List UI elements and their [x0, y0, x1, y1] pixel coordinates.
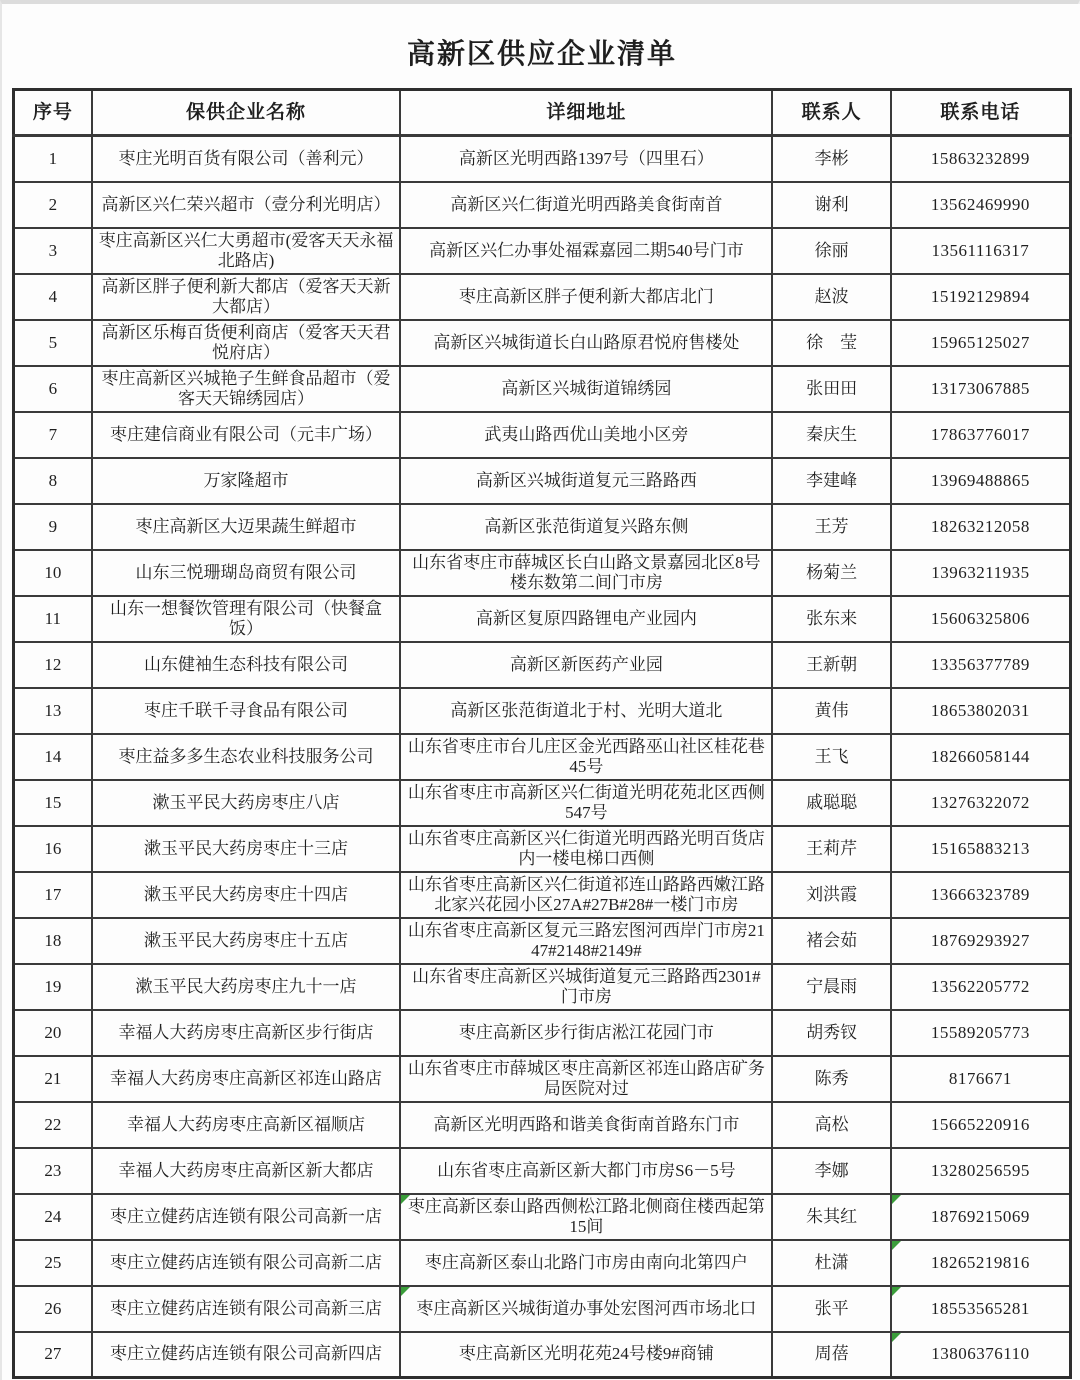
- contact-cell: 王芳: [772, 504, 890, 550]
- address-cell: 高新区张范街道复兴路东侧: [400, 504, 772, 550]
- contact-cell: 赵波: [772, 274, 890, 320]
- company-cell: 枣庄建信商业有限公司（元丰广场）: [92, 412, 401, 458]
- company-cell: 高新区乐梅百货便利商店（爱客天天君悦府店）: [92, 320, 401, 366]
- phone-cell: 15863232899: [891, 136, 1071, 182]
- contact-cell: 刘洪霞: [772, 872, 890, 918]
- address-cell: 高新区复原四路锂电产业园内: [400, 596, 772, 642]
- table-row: [14, 136, 1071, 182]
- column-header-3: 联系人: [772, 90, 890, 136]
- address-cell: 高新区光明西路1397号（四里石）: [400, 136, 772, 182]
- address-cell: 武夷山路西优山美地小区旁: [400, 412, 772, 458]
- company-cell: 幸福人大药房枣庄高新区福顺店: [92, 1102, 401, 1148]
- contact-cell: 徐丽: [772, 228, 890, 274]
- table-row: [14, 228, 1071, 274]
- company-cell: 山东一想餐饮管理有限公司（快餐盒饭）: [92, 596, 401, 642]
- contact-cell: 褚会茹: [772, 918, 890, 964]
- contact-cell: 戚聪聪: [772, 780, 890, 826]
- table-row: [14, 1102, 1071, 1148]
- company-cell: 万家隆超市: [92, 458, 401, 504]
- phone-cell: 13280256595: [891, 1148, 1071, 1194]
- phone-cell: 13666323789: [891, 872, 1071, 918]
- green-corner-flag-icon: [892, 1241, 901, 1250]
- contact-cell: 王新朝: [772, 642, 890, 688]
- company-cell: 山东三悦珊瑚岛商贸有限公司: [92, 550, 401, 596]
- serial-cell: 11: [14, 596, 92, 642]
- company-cell: 幸福人大药房枣庄高新区步行街店: [92, 1010, 401, 1056]
- table-row: [14, 1056, 1071, 1102]
- serial-cell: 19: [14, 964, 92, 1010]
- company-cell: 高新区兴仁荣兴超市（壹分利光明店）: [92, 182, 401, 228]
- address-cell: 高新区新医药产业园: [400, 642, 772, 688]
- company-cell: 枣庄高新区兴仁大勇超市(爱客天天永福北路店): [92, 228, 401, 274]
- table-row: [14, 550, 1071, 596]
- phone-cell: 17863776017: [891, 412, 1071, 458]
- company-cell: 枣庄立健药店连锁有限公司高新二店: [92, 1240, 401, 1286]
- serial-cell: 16: [14, 826, 92, 872]
- phone-cell: 18769293927: [891, 918, 1071, 964]
- address-cell: 枣庄高新区光明花苑24号楼9#商铺: [400, 1332, 772, 1378]
- phone-cell: 13276322072: [891, 780, 1071, 826]
- contact-cell: 陈秀: [772, 1056, 890, 1102]
- column-header-2: 详细地址: [400, 90, 772, 136]
- address-cell: 高新区光明西路和谐美食街南首路东门市: [400, 1102, 772, 1148]
- company-cell: 枣庄千联千寻食品有限公司: [92, 688, 401, 734]
- contact-cell: 周蓓: [772, 1332, 890, 1378]
- address-cell: 高新区兴城街道长白山路原君悦府售楼处: [400, 320, 772, 366]
- company-cell: 枣庄益多多生态农业科技服务公司: [92, 734, 401, 780]
- table-row: [14, 1332, 1071, 1378]
- address-cell: 高新区兴仁街道光明西路美食街南首: [400, 182, 772, 228]
- phone-cell: 13963211935: [891, 550, 1071, 596]
- serial-cell: 27: [14, 1332, 92, 1378]
- company-cell: 枣庄高新区大迈果蔬生鲜超市: [92, 504, 401, 550]
- address-cell: 高新区张范街道北于村、光明大道北: [400, 688, 772, 734]
- serial-cell: 1: [14, 136, 92, 182]
- address-cell: 高新区兴城街道锦绣园: [400, 366, 772, 412]
- serial-cell: 7: [14, 412, 92, 458]
- contact-cell: 王飞: [772, 734, 890, 780]
- phone-cell: 15606325806: [891, 596, 1071, 642]
- company-cell: 山东健袖生态科技有限公司: [92, 642, 401, 688]
- table-row: [14, 1240, 1071, 1286]
- serial-cell: 22: [14, 1102, 92, 1148]
- table-row: [14, 734, 1071, 780]
- serial-cell: 26: [14, 1286, 92, 1332]
- address-cell: 山东省枣庄高新区兴城街道复元三路路西2301#门市房: [400, 964, 772, 1010]
- table-row: [14, 182, 1071, 228]
- supply-enterprise-table: [12, 88, 1072, 1379]
- serial-cell: 5: [14, 320, 92, 366]
- phone-cell: 18653802031: [891, 688, 1071, 734]
- table-row: [14, 964, 1071, 1010]
- table-row: [14, 1286, 1071, 1332]
- contact-cell: 宁晨雨: [772, 964, 890, 1010]
- company-cell: 漱玉平民大药房枣庄八店: [92, 780, 401, 826]
- document-page: [2, 4, 1080, 1380]
- company-cell: 幸福人大药房枣庄高新区祁连山路店: [92, 1056, 401, 1102]
- serial-cell: 14: [14, 734, 92, 780]
- serial-cell: 2: [14, 182, 92, 228]
- table-row: [14, 1148, 1071, 1194]
- phone-cell: 13356377789: [891, 642, 1071, 688]
- phone-cell: 8176671: [891, 1056, 1071, 1102]
- table-row: [14, 366, 1071, 412]
- contact-cell: 李建峰: [772, 458, 890, 504]
- serial-cell: 21: [14, 1056, 92, 1102]
- serial-cell: 8: [14, 458, 92, 504]
- company-cell: 幸福人大药房枣庄高新区新大都店: [92, 1148, 401, 1194]
- serial-cell: 25: [14, 1240, 92, 1286]
- serial-cell: 12: [14, 642, 92, 688]
- contact-cell: 杨菊兰: [772, 550, 890, 596]
- column-header-1: 保供企业名称: [92, 90, 401, 136]
- phone-cell: 13173067885: [891, 366, 1071, 412]
- table-row: [14, 826, 1071, 872]
- table-row: [14, 458, 1071, 504]
- serial-cell: 10: [14, 550, 92, 596]
- table-row: [14, 688, 1071, 734]
- table-row: [14, 596, 1071, 642]
- contact-cell: 王莉芹: [772, 826, 890, 872]
- table-row: [14, 642, 1071, 688]
- serial-cell: 18: [14, 918, 92, 964]
- phone-cell: 18553565281: [891, 1286, 1071, 1332]
- green-corner-flag-icon: [892, 1195, 901, 1204]
- address-cell: 枣庄高新区泰山北路门市房由南向北第四户: [400, 1240, 772, 1286]
- address-cell: 枣庄高新区步行街店淞江花园门市: [400, 1010, 772, 1056]
- table-row: [14, 320, 1071, 366]
- serial-cell: 6: [14, 366, 92, 412]
- serial-cell: 15: [14, 780, 92, 826]
- table-row: [14, 274, 1071, 320]
- phone-cell: 18769215069: [891, 1194, 1071, 1240]
- contact-cell: 胡秀钗: [772, 1010, 890, 1056]
- contact-cell: 张东来: [772, 596, 890, 642]
- serial-cell: 20: [14, 1010, 92, 1056]
- contact-cell: 朱其红: [772, 1194, 890, 1240]
- company-cell: 枣庄立健药店连锁有限公司高新一店: [92, 1194, 401, 1240]
- company-cell: 漱玉平民大药房枣庄十四店: [92, 872, 401, 918]
- contact-cell: 秦庆生: [772, 412, 890, 458]
- company-cell: 漱玉平民大药房枣庄十五店: [92, 918, 401, 964]
- phone-cell: 15589205773: [891, 1010, 1071, 1056]
- phone-cell: 13562469990: [891, 182, 1071, 228]
- table-row: [14, 872, 1071, 918]
- company-cell: 漱玉平民大药房枣庄九十一店: [92, 964, 401, 1010]
- green-corner-flag-icon: [401, 1195, 410, 1204]
- serial-cell: 3: [14, 228, 92, 274]
- contact-cell: 黄伟: [772, 688, 890, 734]
- table-row: [14, 1010, 1071, 1056]
- address-cell: 山东省枣庄高新区兴仁街道光明西路光明百货店内一楼电梯口西侧: [400, 826, 772, 872]
- address-cell: 枣庄高新区胖子便利新大都店北门: [400, 274, 772, 320]
- address-cell: 山东省枣庄市台儿庄区金光西路巫山社区桂花巷45号: [400, 734, 772, 780]
- address-cell: 枣庄高新区兴城街道办事处宏图河西市场北口: [400, 1286, 772, 1332]
- serial-cell: 24: [14, 1194, 92, 1240]
- address-cell: 山东省枣庄市高新区兴仁街道光明花苑北区西侧547号: [400, 780, 772, 826]
- address-cell: 山东省枣庄市薛城区长白山路文景嘉园北区8号楼东数第二间门市房: [400, 550, 772, 596]
- phone-cell: 15192129894: [891, 274, 1071, 320]
- serial-cell: 13: [14, 688, 92, 734]
- address-cell: 山东省枣庄高新区兴仁街道祁连山路路西嫩江路北家兴花园小区27A#27B#28#一楼门市房: [400, 872, 772, 918]
- company-cell: 枣庄光明百货有限公司（善利元）: [92, 136, 401, 182]
- column-header-4: 联系电话: [891, 90, 1071, 136]
- phone-cell: 13806376110: [891, 1332, 1071, 1378]
- green-corner-flag-icon: [401, 1287, 410, 1296]
- table-row: [14, 780, 1071, 826]
- phone-cell: 15665220916: [891, 1102, 1071, 1148]
- phone-cell: 13561116317: [891, 228, 1071, 274]
- contact-cell: 杜潇: [772, 1240, 890, 1286]
- table-header-row: [14, 90, 1071, 136]
- phone-cell: 15965125027: [891, 320, 1071, 366]
- serial-cell: 17: [14, 872, 92, 918]
- serial-cell: 23: [14, 1148, 92, 1194]
- company-cell: 高新区胖子便利新大都店（爱客天天新大都店）: [92, 274, 401, 320]
- column-header-0: 序号: [14, 90, 92, 136]
- contact-cell: 张平: [772, 1286, 890, 1332]
- table-row: [14, 412, 1071, 458]
- address-cell: 山东省枣庄高新区复元三路宏图河西岸门市房2147#2148#2149#: [400, 918, 772, 964]
- serial-cell: 9: [14, 504, 92, 550]
- phone-cell: 18265219816: [891, 1240, 1071, 1286]
- company-cell: 枣庄高新区兴城艳子生鲜食品超市（爱客天天锦绣园店）: [92, 366, 401, 412]
- phone-cell: 15165883213: [891, 826, 1071, 872]
- table-row: [14, 504, 1071, 550]
- green-corner-flag-icon: [892, 1287, 901, 1296]
- address-cell: 高新区兴仁办事处福霖嘉园二期540号门市: [400, 228, 772, 274]
- table-row: [14, 918, 1071, 964]
- company-cell: 漱玉平民大药房枣庄十三店: [92, 826, 401, 872]
- address-cell: 山东省枣庄市薛城区枣庄高新区祁连山路店矿务局医院对过: [400, 1056, 772, 1102]
- phone-cell: 18263212058: [891, 504, 1071, 550]
- company-cell: 枣庄立健药店连锁有限公司高新三店: [92, 1286, 401, 1332]
- table-row: [14, 1194, 1071, 1240]
- contact-cell: 谢利: [772, 182, 890, 228]
- address-cell: 枣庄高新区泰山路西侧松江路北侧商住楼西起第15间: [400, 1194, 772, 1240]
- green-corner-flag-icon: [892, 1333, 901, 1342]
- page-title: 高新区供应企业清单: [406, 39, 677, 70]
- phone-cell: 13969488865: [891, 458, 1071, 504]
- contact-cell: 张田田: [772, 366, 890, 412]
- company-cell: 枣庄立健药店连锁有限公司高新四店: [92, 1332, 401, 1378]
- contact-cell: 李彬: [772, 136, 890, 182]
- contact-cell: 高松: [772, 1102, 890, 1148]
- address-cell: 高新区兴城街道复元三路路西: [400, 458, 772, 504]
- phone-cell: 18266058144: [891, 734, 1071, 780]
- serial-cell: 4: [14, 274, 92, 320]
- contact-cell: 李娜: [772, 1148, 890, 1194]
- phone-cell: 13562205772: [891, 964, 1071, 1010]
- contact-cell: 徐 莹: [772, 320, 890, 366]
- address-cell: 山东省枣庄高新区新大都门市房S6－5号: [400, 1148, 772, 1194]
